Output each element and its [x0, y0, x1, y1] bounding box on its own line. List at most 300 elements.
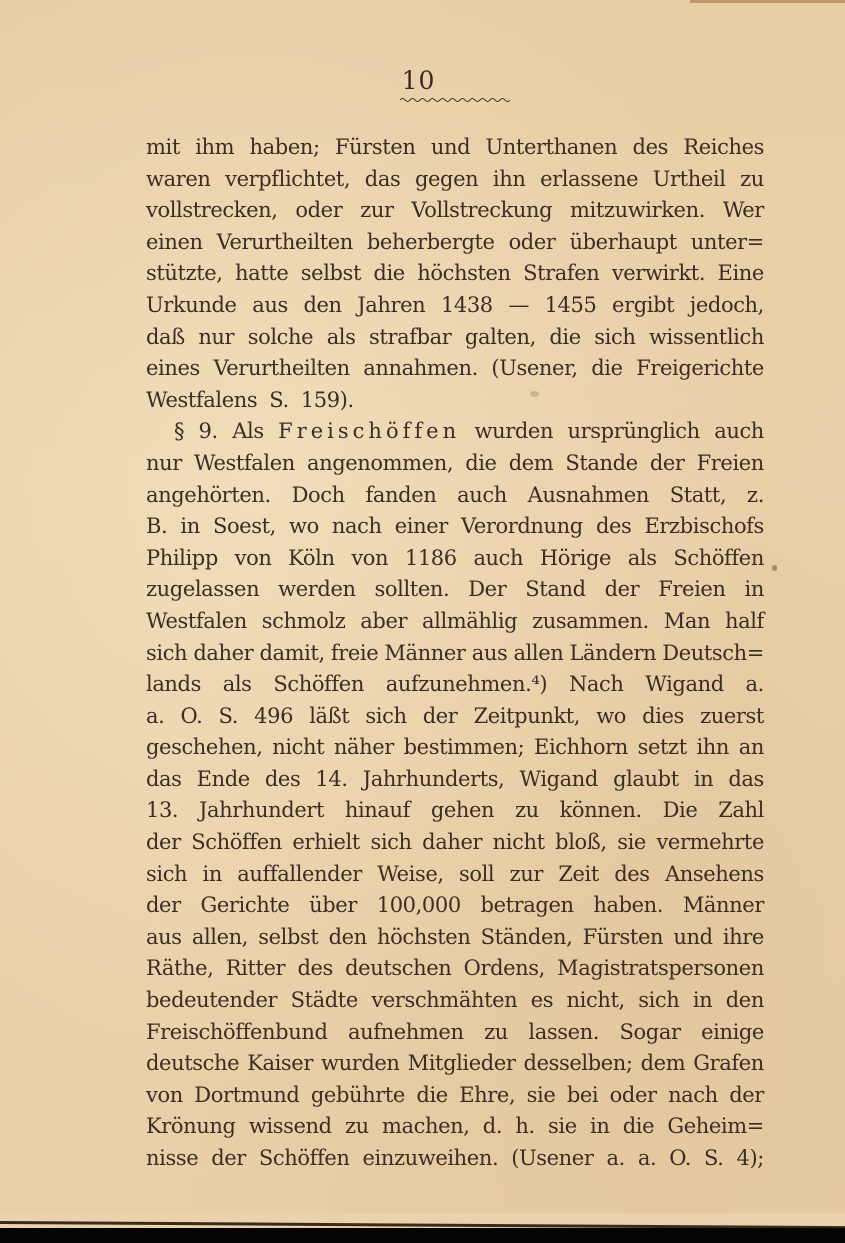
word: nicht: [492, 830, 545, 855]
word: das: [364, 166, 401, 191]
word: Westfalen: [146, 608, 247, 633]
word: in: [744, 577, 764, 602]
text-line: [146, 480, 764, 512]
word: Urkunde: [146, 292, 237, 317]
scan-background: [0, 1228, 845, 1243]
word: dem: [640, 1051, 686, 1076]
word: Ständen,: [480, 924, 573, 949]
word: vollstrecken,: [146, 198, 278, 223]
word: Wigand: [645, 672, 724, 697]
word: ihn: [492, 166, 526, 191]
word: erhielt: [292, 830, 360, 855]
word: zu: [740, 166, 764, 191]
word: sie: [526, 1082, 556, 1107]
word: Weise,: [377, 861, 444, 886]
word: Krönung: [146, 1114, 236, 1139]
word: ihn: [696, 735, 730, 760]
word: angehörten.: [146, 482, 271, 507]
word: haben;: [249, 135, 320, 159]
word: in: [180, 514, 200, 539]
text-line: [146, 227, 764, 259]
word: die: [373, 261, 405, 286]
word: verwirkt.: [611, 261, 706, 286]
word: Geheim=: [667, 1114, 764, 1139]
word: allen,: [191, 924, 249, 949]
word: beherbergte: [366, 229, 495, 254]
word: h.: [515, 1114, 535, 1139]
word: Zeit: [558, 861, 599, 886]
word: zu: [344, 1114, 369, 1139]
word: sich: [365, 703, 407, 728]
word: damit,: [259, 640, 325, 665]
word: desselben;: [523, 1051, 633, 1076]
word: lassen.: [528, 1019, 600, 1044]
word: wurden: [474, 419, 554, 444]
word: sich: [370, 830, 412, 855]
word: zur: [360, 198, 394, 223]
word: können.: [559, 798, 642, 823]
word: bedeutender: [146, 988, 278, 1013]
word: des: [297, 956, 333, 981]
word: Vollstreckung: [411, 198, 553, 223]
text-line: [146, 448, 764, 480]
text-line: [146, 290, 764, 322]
text-line: [146, 764, 764, 796]
word: S.: [269, 387, 289, 412]
word: zur: [509, 861, 544, 886]
word: Eichhorn: [534, 735, 628, 760]
word: O.: [669, 1146, 692, 1170]
word: allmählig: [422, 608, 518, 633]
word: auch: [714, 419, 764, 444]
word: Soest,: [212, 514, 276, 539]
body-text: [146, 132, 764, 1175]
word: Statt,: [669, 482, 727, 507]
word: es: [530, 988, 554, 1013]
word: daher: [193, 640, 254, 665]
word: der: [604, 577, 640, 602]
word: Stand: [525, 577, 586, 602]
word: Unterthanen: [485, 135, 618, 159]
word: Ländern: [569, 640, 657, 665]
word: stützte,: [146, 261, 223, 286]
word: in: [202, 861, 222, 886]
word: jedoch,: [689, 292, 764, 317]
word: vermehrte: [656, 830, 764, 855]
word: Kaiser: [247, 1051, 313, 1076]
word: ihm: [195, 135, 235, 159]
word: Fürsten: [582, 924, 664, 949]
word: aufnehmen: [348, 1019, 464, 1044]
word: zusammen.: [532, 608, 649, 633]
text-line: [146, 1111, 764, 1143]
text-line: [146, 353, 764, 385]
text-line: [146, 890, 764, 922]
word: Verurtheilten: [216, 229, 353, 254]
word: nach: [668, 1082, 718, 1107]
word: wo: [596, 703, 627, 728]
word: 159).: [300, 387, 354, 412]
word: Sogar: [619, 1019, 681, 1044]
word: einer: [394, 514, 448, 539]
word: Räthe,: [146, 956, 214, 981]
word: Männer: [384, 640, 466, 665]
word: ihre: [722, 924, 764, 949]
word: betragen: [480, 893, 574, 918]
word: Westfalens: [146, 387, 258, 412]
word: Als: [232, 419, 264, 444]
text-line: [146, 669, 764, 701]
word: über: [309, 893, 357, 918]
word: Zahl: [718, 798, 764, 823]
word: Freischöffenbund: [146, 1019, 328, 1044]
word: überhaupt: [569, 229, 677, 254]
word: Freigerichte: [636, 356, 764, 381]
word: sich: [146, 861, 188, 886]
word: das: [146, 766, 182, 791]
word: galten,: [464, 324, 536, 349]
word: Schöffen: [273, 672, 364, 697]
word: Ende: [196, 766, 250, 791]
word: aufzunehmen.⁴): [385, 672, 548, 697]
word: in: [692, 988, 713, 1013]
word: einen: [146, 229, 203, 254]
word: der: [729, 1082, 764, 1107]
word: 1186: [404, 545, 457, 570]
word: der: [649, 450, 685, 475]
word: Stande: [565, 450, 638, 475]
word: Köln: [288, 545, 335, 570]
word: nicht: [272, 735, 325, 760]
word: mitzuwirken.: [570, 198, 705, 223]
word: §: [174, 419, 185, 444]
text-line: [146, 922, 764, 954]
word: ursprünglich: [567, 419, 700, 444]
word: des: [595, 514, 632, 539]
word: Schöffen: [191, 830, 282, 855]
word: a.: [146, 703, 165, 728]
word: 100,000: [376, 893, 461, 918]
word: höchsten: [377, 924, 471, 949]
word: einzuweihen.: [362, 1146, 499, 1170]
word: sich: [146, 640, 188, 665]
word: dies: [642, 703, 684, 728]
word: in: [590, 1114, 610, 1139]
word: aus: [252, 292, 288, 317]
word: Jahrhunderts,: [362, 766, 505, 791]
word: oder: [508, 229, 556, 254]
word: allen: [513, 640, 564, 665]
word: (Usener,: [491, 356, 578, 381]
word: Nach: [568, 672, 624, 697]
word: Ehre,: [459, 1082, 516, 1107]
word: die: [465, 450, 497, 475]
word: Erzbischofs: [644, 514, 764, 539]
word: nach: [331, 514, 382, 539]
word: Freien: [696, 450, 764, 475]
word: glaubt: [613, 766, 679, 791]
word: Die: [662, 798, 698, 823]
word: 1455: [544, 292, 597, 317]
word: deutsche: [146, 1051, 240, 1076]
word: daher: [422, 830, 483, 855]
word: 496: [254, 703, 294, 728]
word: selbst: [258, 924, 319, 949]
word: Urtheil: [652, 166, 726, 191]
word: lands: [146, 672, 201, 697]
word: in: [693, 766, 714, 791]
word: wissentlich: [648, 324, 764, 349]
word: a.: [745, 672, 764, 697]
word: 4);: [736, 1146, 764, 1170]
text-line: [146, 416, 764, 448]
word: verschmähten: [371, 988, 518, 1013]
word: deutschen: [345, 956, 452, 981]
word: Doch: [291, 482, 345, 507]
word: Wer: [722, 198, 764, 223]
word: bei: [566, 1082, 599, 1107]
text-line: [146, 132, 764, 164]
word: Städte: [290, 988, 358, 1013]
word: die: [549, 324, 581, 349]
word: an: [738, 735, 764, 760]
text-line: [146, 543, 764, 575]
word: bestimmen;: [403, 735, 525, 760]
word: Jahren: [357, 292, 426, 317]
word: O.: [180, 703, 203, 728]
text-line: [146, 1080, 764, 1112]
text-line: [146, 1143, 764, 1175]
word: zuerst: [700, 703, 764, 728]
word: sie: [617, 830, 646, 855]
word: näher: [333, 735, 394, 760]
word: zugelassen: [146, 577, 260, 602]
word: solche: [247, 324, 314, 349]
word: annahmen.: [363, 356, 478, 381]
word: Ausnahmen: [527, 482, 649, 507]
word: soll: [459, 861, 495, 886]
word: 1438: [440, 292, 493, 317]
text-line: [146, 195, 764, 227]
word: wo: [289, 514, 319, 539]
word: Dortmund: [194, 1082, 300, 1107]
word: gegen: [414, 166, 479, 191]
word: eines: [146, 356, 200, 381]
word: des: [632, 135, 668, 159]
text-line: [146, 164, 764, 196]
word: schmolz: [261, 608, 346, 633]
word: werden: [278, 577, 356, 602]
word: 14.: [315, 766, 348, 791]
word: die: [416, 1082, 448, 1107]
word: oder: [609, 1082, 657, 1107]
word: haben.: [593, 893, 664, 918]
word: sich: [638, 988, 680, 1013]
word: Jahrhundert: [199, 798, 325, 823]
paper-speck: [530, 391, 539, 397]
word: von: [234, 545, 272, 570]
word: der: [146, 893, 181, 918]
word: wissend: [248, 1114, 332, 1139]
word: selbst: [300, 261, 361, 286]
word: Verordnung: [460, 514, 583, 539]
word: Männer: [682, 893, 764, 918]
word: auffallender: [237, 861, 362, 886]
word: setzt: [637, 735, 687, 760]
word: Hörige: [539, 545, 612, 570]
word: Reiches: [683, 135, 764, 159]
word: Magistratspersonen: [557, 956, 764, 981]
word: der: [211, 1146, 246, 1170]
page-top-edge-stain: [690, 0, 845, 3]
text-line: [146, 985, 764, 1017]
wavy-rule-ornament: [400, 96, 510, 104]
word: S.: [704, 1146, 724, 1170]
word: Man: [663, 608, 711, 633]
text-line: [146, 732, 764, 764]
word: bloß,: [555, 830, 607, 855]
word: der: [146, 830, 181, 855]
word: läßt: [309, 703, 350, 728]
word: aber: [360, 608, 408, 633]
word: Schöffen: [673, 545, 764, 570]
word: freie: [330, 640, 379, 665]
word: höchsten: [417, 261, 511, 286]
word: sich: [594, 324, 636, 349]
word: und: [430, 135, 471, 159]
word: des: [264, 766, 301, 791]
text-line: [146, 385, 764, 417]
text-line: [146, 258, 764, 290]
word: a.: [606, 1146, 625, 1170]
word: das: [728, 766, 764, 791]
word: Gerichte: [200, 893, 290, 918]
word: machen,: [381, 1114, 470, 1139]
word: als: [326, 324, 356, 349]
word: Schöffen: [258, 1146, 350, 1170]
word: Strafen: [523, 261, 600, 286]
word: z.: [747, 482, 764, 507]
text-line: [146, 859, 764, 891]
page-number: 10: [401, 66, 436, 95]
word: gebührte: [310, 1082, 405, 1107]
word: (Usener: [511, 1146, 594, 1170]
word: Mitglieder: [407, 1051, 516, 1076]
word: Ordens,: [463, 956, 545, 981]
word: unter=: [690, 229, 764, 254]
word: aus: [471, 640, 508, 665]
word: a.: [637, 1146, 657, 1170]
word: Ansehens: [664, 861, 764, 886]
word: Wigand: [519, 766, 598, 791]
word: Der: [468, 577, 507, 602]
word: zu: [484, 1019, 508, 1044]
word: zu: [514, 798, 539, 823]
word: den: [328, 924, 367, 949]
text-line: [146, 606, 764, 638]
word: als: [222, 672, 252, 697]
word: als: [627, 545, 657, 570]
word: B.: [146, 514, 168, 539]
text-line: [146, 1048, 764, 1080]
word: verpflichtet,: [225, 166, 351, 191]
word: dem: [508, 450, 554, 475]
word: die: [622, 1114, 655, 1139]
word: Freien: [658, 577, 726, 602]
word: Grafen: [693, 1051, 764, 1076]
word: 13.: [146, 798, 179, 823]
word: einige: [701, 1019, 764, 1044]
word: Zeitpunkt,: [473, 703, 581, 728]
word: nicht,: [566, 988, 625, 1013]
word: mit: [146, 135, 180, 159]
word: gehen: [430, 798, 495, 823]
word: auch: [473, 545, 524, 570]
word: die: [591, 356, 623, 381]
word: nur: [146, 450, 182, 475]
word: Philipp: [146, 545, 218, 570]
page-header: [0, 66, 845, 95]
word: von: [146, 1082, 183, 1107]
text-line: [146, 795, 764, 827]
word: fanden: [365, 482, 437, 507]
paper-speck: [772, 565, 777, 571]
word: den: [303, 292, 342, 317]
text-line: [146, 701, 764, 733]
text-line: [146, 511, 764, 543]
word: daß: [146, 324, 185, 349]
word: angenommen,: [306, 450, 454, 475]
text-line: [146, 322, 764, 354]
word: Deutsch=: [662, 640, 764, 665]
word: —: [508, 292, 529, 317]
word: erlassene: [540, 166, 639, 191]
word: half: [724, 608, 764, 633]
word: oder: [295, 198, 343, 223]
word: Fürsten: [335, 135, 416, 159]
word: von: [351, 545, 389, 570]
word: nisse: [146, 1146, 199, 1170]
word: ergibt: [612, 292, 675, 317]
word: den: [725, 988, 764, 1013]
word: auch: [457, 482, 507, 507]
text-line: [146, 953, 764, 985]
word: sie: [548, 1114, 577, 1139]
word: waren: [146, 166, 211, 191]
text-line: [146, 1017, 764, 1049]
word: wurden: [321, 1051, 400, 1076]
word: hinauf: [344, 798, 411, 823]
word: geschehen,: [146, 735, 263, 760]
text-line: [146, 827, 764, 859]
word: Eine: [717, 261, 764, 286]
word: aus: [146, 924, 182, 949]
word: Verurtheilten: [213, 356, 350, 381]
text-line: [146, 574, 764, 606]
word: strafbar: [369, 324, 452, 349]
text-line: [146, 638, 764, 670]
word: Freischöffen: [278, 419, 461, 444]
word: Westfalen: [193, 450, 295, 475]
word: Ritter: [225, 956, 286, 981]
word: d.: [482, 1114, 503, 1139]
word: nur: [198, 324, 235, 349]
word: und: [673, 924, 713, 949]
word: 9.: [198, 419, 218, 444]
word: hatte: [235, 261, 289, 286]
word: der: [422, 703, 458, 728]
word: S.: [218, 703, 239, 728]
